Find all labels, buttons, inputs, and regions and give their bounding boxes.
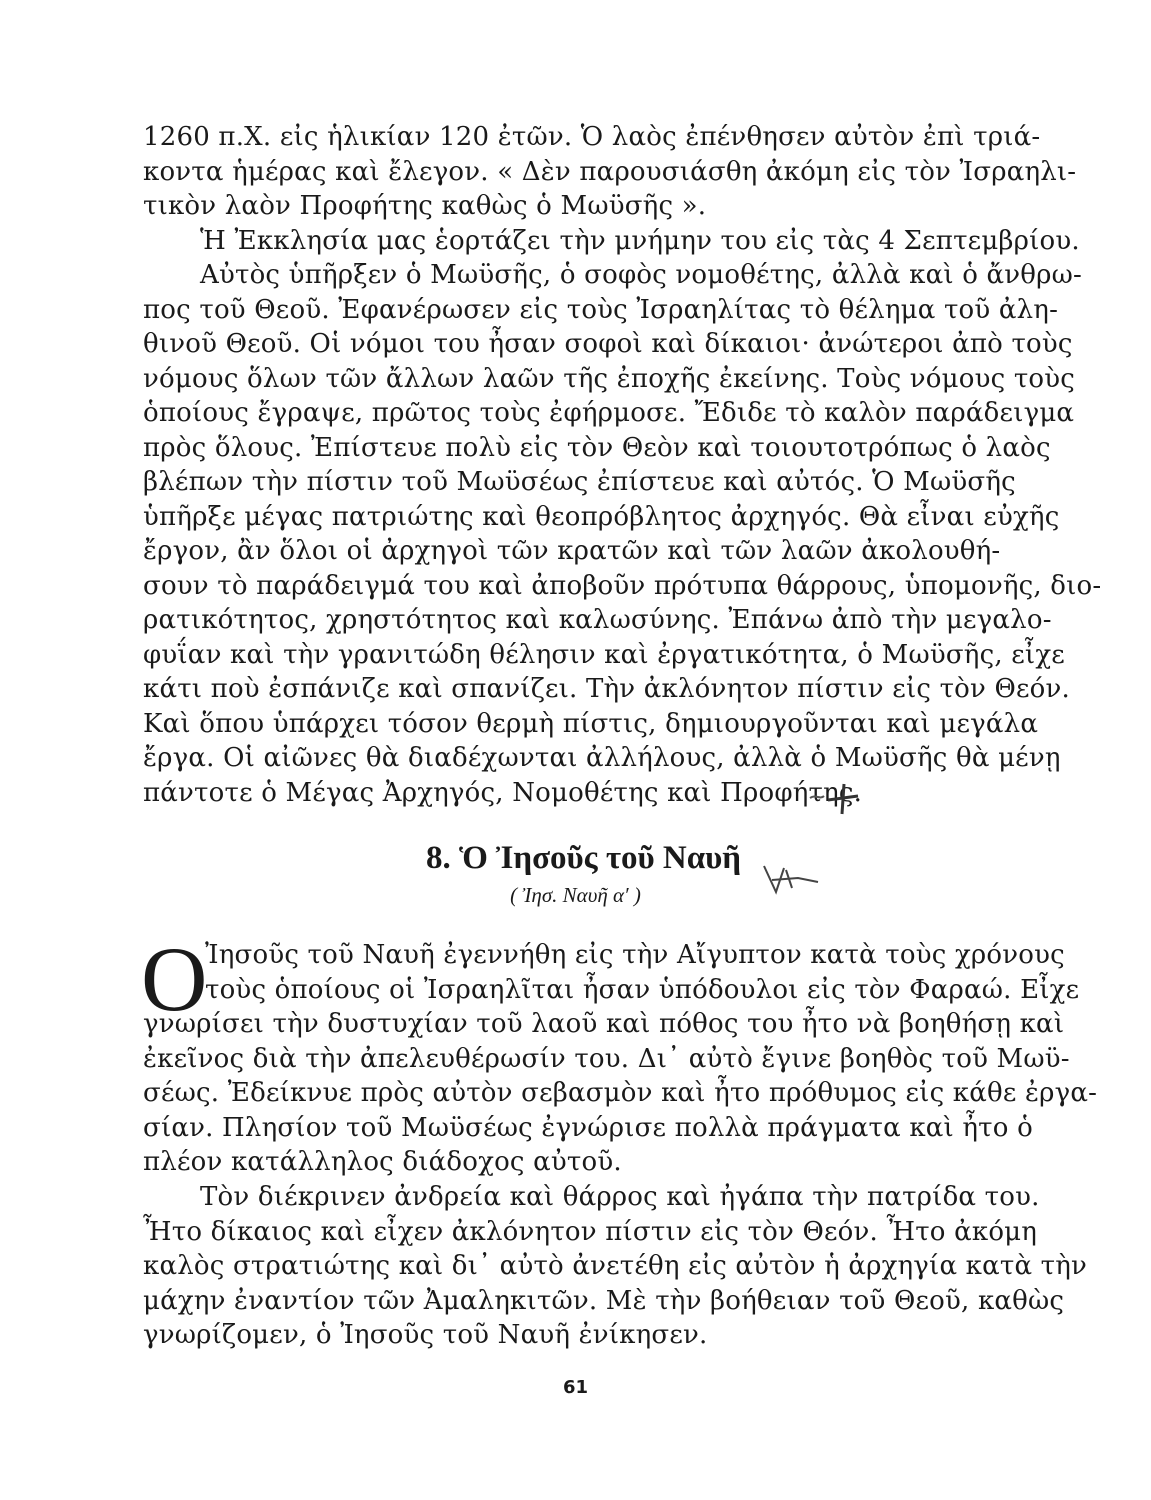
text-line: Ἰησοῦς τοῦ Ναυῆ ἐγεννήθη εἰς τὴν Αἴγυπτον κατὰ τοὺς χρόνους (205, 940, 1065, 970)
text-line: πάντοτε ὁ Μέγας Ἀρχηγός, Νομοθέτης καὶ Προφήτης. (143, 777, 863, 808)
text-line: βλέπων τὴν πίστιν τοῦ Μωϋσέως ἐπίστευε καὶ αὐτός. Ὁ Μωϋσῆς (143, 467, 1016, 497)
text-block-top (143, 120, 1102, 810)
text-line: γνωρίζομεν, ὁ Ἰησοῦς τοῦ Ναυῆ ἐνίκησεν. (143, 1320, 708, 1350)
text-line: πος τοῦ Θεοῦ. Ἐφανέρωσεν εἰς τοὺς Ἰσραηλίτας τὸ θέλημα τοῦ ἀλη- (143, 294, 1059, 325)
text-line: πλέον κατάλληλος διάδοχος αὐτοῦ. (143, 1147, 622, 1177)
text-line: κοντα ἡμέρας καὶ ἔλεγον. « Δὲν παρουσιάσθη ἀκόμη εἰς τὸν Ἰσραηλι- (143, 156, 1077, 187)
text-block-bottom (143, 1180, 1088, 1353)
text-line: κάτι ποὺ ἐσπάνιζε καὶ σπανίζει. Τὴν ἀκλόνητον πίστιν εἰς τὸν Θεόν. (143, 674, 1070, 704)
text-line: τοὺς ὁποίους οἱ Ἰσραηλῖται ἦσαν ὑπόδουλοι εἰς τὸν Φαραώ. Εἶχε (205, 974, 1080, 1005)
chapter-heading: 8. Ὁ Ἰησοῦς τοῦ Ναυῆ (425, 840, 742, 876)
text-line: καλὸς στρατιώτης καὶ δι᾽ αὐτὸ ἀνετέθη εἰς αὐτὸν ἡ ἀρχηγία κατὰ τὴν (143, 1251, 1088, 1281)
text-line: ὑπῆρξε μέγας πατριώτης καὶ θεοπρόβλητος ἀρχηγός. Θὰ εἶναι εὐχῆς (143, 501, 1060, 532)
handwritten-scribble-mark (758, 858, 828, 898)
text-line: Αὐτὸς ὑπῆρξεν ὁ Μωϋσῆς, ὁ σοφὸς νομοθέτης, ἀλλὰ καὶ ὁ ἄνθρω- (200, 260, 1083, 290)
text-line: ἔργα. Οἱ αἰῶνες θὰ διαδέχωνται ἀλλήλους, ἀλλὰ ὁ Μωϋσῆς θὰ μένῃ (143, 743, 1061, 773)
text-line: σίαν. Πλησίον τοῦ Μωϋσέως ἐγνώρισε πολλὰ πράγματα καὶ ἦτο ὁ (143, 1112, 1033, 1143)
text-line: Ἡ Ἐκκλησία μας ἑορτάζει τὴν μνήμην του εἰς τὰς 4 Σεπτεμβρίου. (200, 225, 1080, 256)
chapter-reference: ( Ἰησ. Ναυῆ α′ ) (510, 883, 641, 907)
text-line: μάχην ἐναντίον τῶν Ἀμαληκιτῶν. Μὲ τὴν βοήθειαν τοῦ Θεοῦ, καθὼς (143, 1285, 1065, 1316)
text-line: σουν τὸ παράδειγμά του καὶ ἀποβοῦν πρότυπα θάρρους, ὑπομονῆς, διο- (143, 570, 1102, 601)
drop-cap-letter: Ο (141, 928, 208, 1030)
text-line: ρατικότητος, χρηστότητος καὶ καλωσύνης. Ἐπάνω ἀπὸ τὴν μεγαλο- (143, 605, 1052, 635)
text-line: ἐκεῖνος διὰ τὴν ἀπελευθέρωσίν του. Δι᾽ αὐτὸ ἔγινε βοηθὸς τοῦ Μωϋ- (143, 1043, 1070, 1074)
text-line: φυΐαν καὶ τὴν γρανιτώδη θέλησιν καὶ ἐργατικότητα, ὁ Μωϋσῆς, εἶχε (143, 639, 1065, 670)
text-line: Ἦτο δίκαιος καὶ εἶχεν ἀκλόνητον πίστιν εἰς τὸν Θεόν. Ἦτο ἀκόμη (143, 1216, 1038, 1247)
text-line: ὁποίους ἔγραψε, πρῶτος τοὺς ἐφήρμοσε. Ἔδιδε τὸ καλὸν παράδειγμα (143, 398, 1075, 428)
text-line: Καὶ ὅπου ὑπάρχει τόσον θερμὴ πίστις, δημιουργοῦνται καὶ μεγάλα (143, 708, 1039, 739)
text-line: ἔργον, ἂν ὅλοι οἱ ἀρχηγοὶ τῶν κρατῶν καὶ τῶν λαῶν ἀκολουθή- (143, 536, 1001, 566)
text-line: 1260 π.Χ. εἰς ἡλικίαν 120 ἐτῶν. Ὁ λαὸς ἐπένθησεν αὐτὸν ἐπὶ τριά- (143, 122, 1041, 152)
text-line: νόμους ὅλων τῶν ἄλλων λαῶν τῆς ἐποχῆς ἐκείνης. Τοὺς νόμους τοὺς (143, 363, 1076, 394)
text-line: σέως. Ἐδείκνυε πρὸς αὐτὸν σεβασμὸν καὶ ἦτο πρόθυμος εἰς κάθε ἐργα- (143, 1078, 1098, 1108)
handwritten-cross-mark (806, 780, 866, 816)
text-block-chapter-intro (143, 938, 1098, 1180)
page-number: 61 (562, 1377, 589, 1398)
text-line: πρὸς ὅλους. Ἐπίστευε πολὺ εἰς τὸν Θεὸν καὶ τοιουτοτρόπως ὁ λαὸς (143, 432, 1051, 463)
text-line: τικὸν λαὸν Προφήτης καθὼς ὁ Μωϋσῆς ». (143, 191, 707, 221)
text-line: θινοῦ Θεοῦ. Οἱ νόμοι του ἦσαν σοφοὶ καὶ δίκαιοι· ἀνώτεροι ἀπὸ τοὺς (143, 329, 1073, 359)
text-line: Τὸν διέκρινεν ἀνδρεία καὶ θάρρος καὶ ἠγάπα τὴν πατρίδα του. (200, 1182, 1040, 1212)
text-line: γνωρίσει τὴν δυστυχίαν τοῦ λαοῦ καὶ πόθος του ἦτο νὰ βοηθήσῃ καὶ (143, 1009, 1065, 1039)
